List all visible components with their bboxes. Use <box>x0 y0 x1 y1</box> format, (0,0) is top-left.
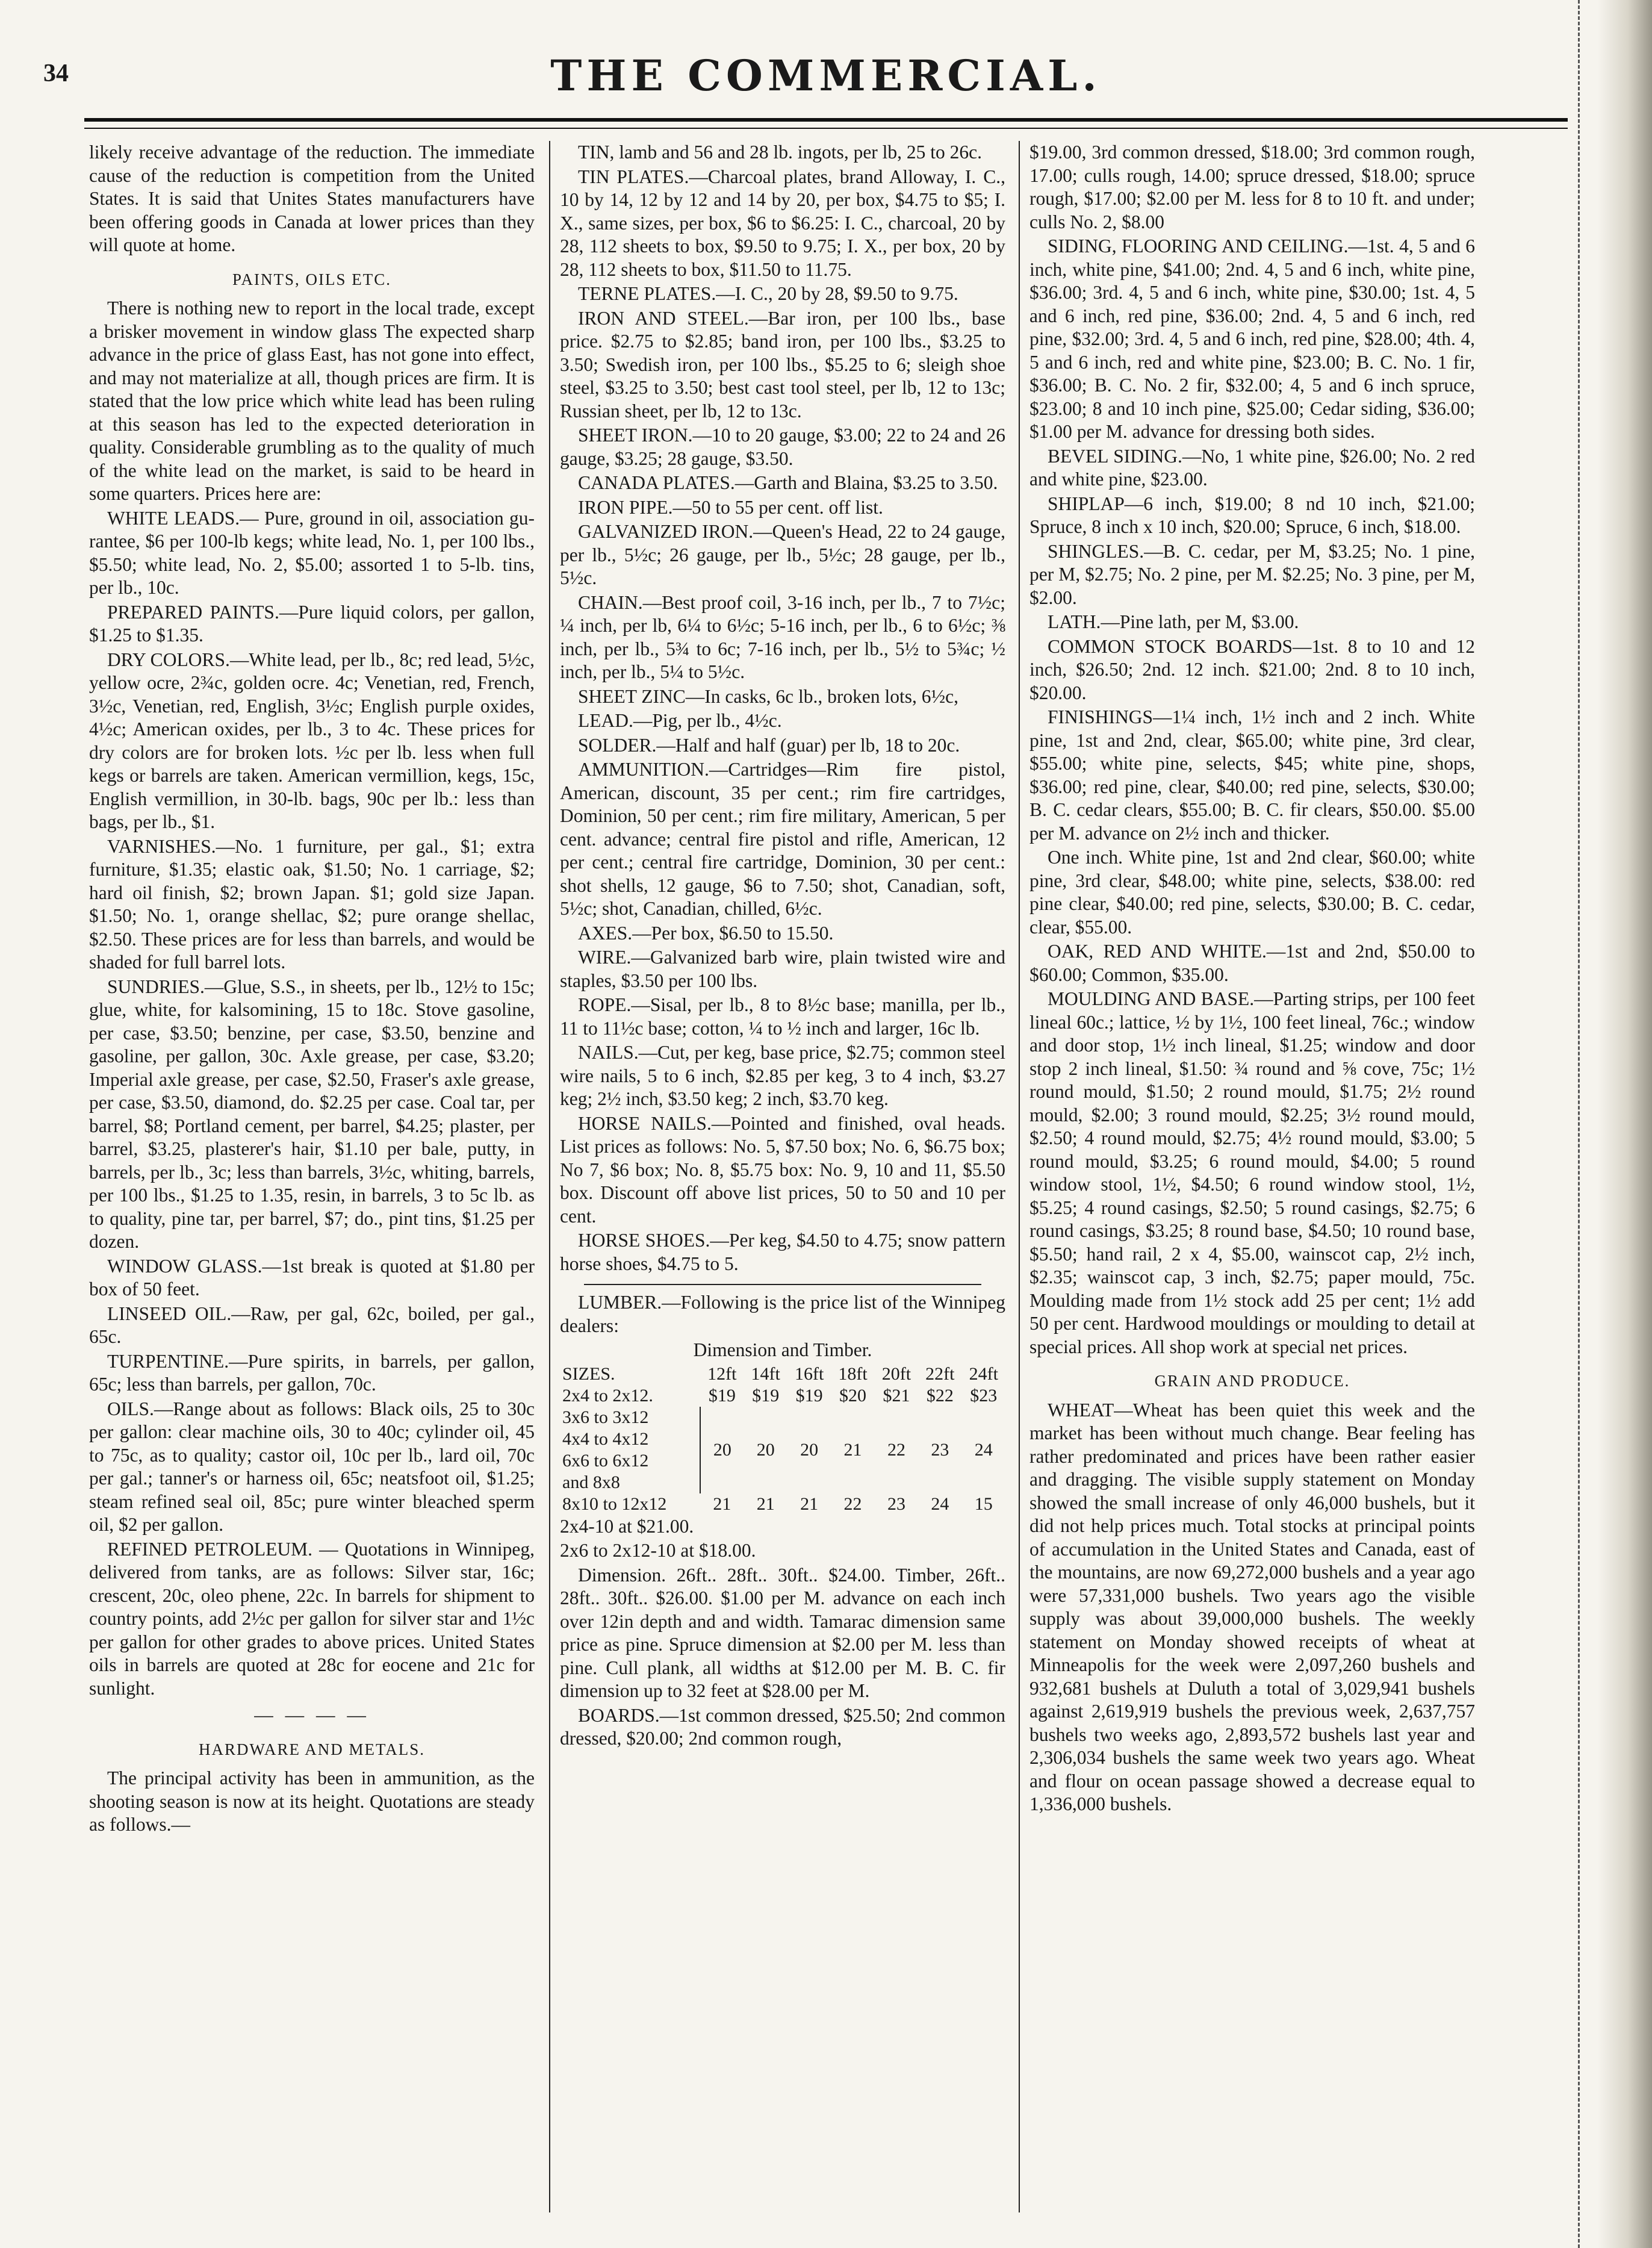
paragraph: CANADA PLATES.—Garth and Blaina, $3.25 to 3.50. <box>578 472 998 493</box>
table-cell: 20 <box>800 1439 819 1460</box>
table-cell: 20 <box>713 1439 731 1460</box>
table-cell: $19 <box>752 1385 780 1406</box>
page-number: 34 <box>43 60 69 87</box>
masthead-rule-thin <box>84 128 1568 129</box>
paragraph: There is nothing new to report in the local trade, except a brisker movement in window glass The expected sharp advance in the price of glass East, has not gone into effect, and may not materialize at all, though prices are firm. It is stated that the low price which white lead has been ruling at this season has led to the expected deterioration in quality. Considerable grumbling as to the quality of much of the white lead on the market, is said to be heard in some quarters. Prices here are: <box>89 297 535 504</box>
section-heading-grain: GRAIN AND PRODUCE. <box>1154 1372 1350 1390</box>
table-cell: 20 <box>756 1439 775 1460</box>
row-label: 3x6 to 3x12 <box>562 1407 649 1427</box>
paragraph: BEVEL SIDING.—No, 1 white pine, $26.00; No. 2 red and white pine, $23.00. <box>1029 445 1475 490</box>
table-cell: 21 <box>800 1493 819 1514</box>
section-heading-hardware: HARDWARE AND METALS. <box>198 1740 426 1758</box>
paragraph: HORSE SHOES.—Per keg, $4.50 to 4.75; snow pattern horse shoes, $4.75 to 5. <box>560 1230 1005 1274</box>
paragraph: SHIPLAP—6 inch, $19.00; 8 nd 10 inch, $21.00; Spruce, 8 inch x 10 inch, $20.00; Spruce, 6 inch, $18.00. <box>1029 493 1475 537</box>
table-row <box>560 1493 1005 1515</box>
table-note: 2x4-10 at $21.00. <box>560 1515 694 1537</box>
paragraph: AXES.—Per box, $6.50 to 15.50. <box>578 922 834 944</box>
table-cell: 21 <box>843 1439 862 1460</box>
paragraph: GALVANIZED IRON.—Queen's Head, 22 to 24 gauge, per lb., 5½c; 26 gauge, per lb., 5½c; 28 gauge, per lb., 5½c. <box>560 521 1005 588</box>
table-cell: 21 <box>713 1493 731 1514</box>
paragraph: Dimension. 26ft.. 28ft.. 30ft.. $24.00. Timber, 26ft.. 28ft.. 30ft.. $26.00. $1.00 per M. advance on each inch over 12in depth and and width. Tamarac dimension same price as pine. Spruce dimension at $2.00 per M. less than pine. Cull plank, all widths at $12.00 per M. B. C. fir dimension up to 32 feet at $28.00 per M. <box>560 1564 1005 1701</box>
table-cell: 18ft <box>838 1363 868 1384</box>
table-note: 2x6 to 2x12-10 at $18.00. <box>560 1540 756 1561</box>
table-cell: 20ft <box>881 1363 911 1384</box>
masthead-title: THE COMMERCIAL. <box>550 51 1102 101</box>
table-cell: 24ft <box>969 1363 998 1384</box>
table-cell: $20 <box>839 1385 867 1406</box>
table-cell: 14ft <box>751 1363 780 1384</box>
paragraph: SUNDRIES.—Glue, S.S., in sheets, per lb., 12½ to 15c; glue, white, for kalsomining, 15 to 18c. Stove gasoline, per case, $3.50; benzine, per case, $3.50, benzine and gasoline, per gallon, 30c. Axle grease, per case, $3.20; Imperial axle grease, per case, $2.50, Fraser's axle grease, per case, $3.50, diamond, do. $2.25 per case. Coal tar, per barrel, $8; Portland cement, per barrel, $4.25; plaster, per barrel, $3.25, plasterer's hair, $1.10 per bale, putty, in barrels, per lb., 3c; less than barrels, 3½c, whiting, barrels, per 100 lbs., $1.25 to 1.35, resin, in barrels, 3 to 5c lb. as to quality, pine tar, per barrel, $7; do., pint tins, $1.25 per dozen. <box>89 976 535 1252</box>
subheading-dimension: Dimension and Timber. <box>693 1339 872 1360</box>
paragraph: SHEET IRON.—10 to 20 gauge, $3.00; 22 to 24 and 26 gauge, $3.25; 28 gauge, $3.50. <box>560 425 1005 469</box>
table-cell: 12ft <box>707 1363 737 1384</box>
paragraph: IRON PIPE.—50 to 55 per cent. off list. <box>578 496 883 518</box>
paragraph: One inch. White pine, 1st and 2nd clear, $60.00; white pine, 3rd clear, $48.00; white pine, selects, $38.00: red pine clear, $40.00; red pine, selects, $30.00; B. C. cedar, clear, $55.00. <box>1029 847 1475 938</box>
paragraph: HORSE NAILS.—Pointed and finished, oval heads. List prices as follows: No. 5, $7.50 box; No. 6, $6.75 box; No 7, $6 box; No. 8, $5.75 box: No. 9, 10 and 11, $5.50 box. Discount off above list prices, 50 to 50 and 10 per cent. <box>560 1112 1005 1227</box>
paragraph: VARNISHES.—No. 1 furniture, per gal., $1; extra furniture, $1.35; elastic oak, $1.50; No. 1 carriage, $2; hard oil finish, $2; brown Japan. $1; gold size Japan. $1.50; No. 1, orange shellac, $2; pure orange shellac, $2.50. These prices are for less than barrels, and would be shaded for full barrel lots. <box>89 835 535 973</box>
table-cell: 21 <box>756 1493 775 1514</box>
paragraph: IRON AND STEEL.—Bar iron, per 100 lbs., base price. $2.75 to $2.85; band iron, per 100 lbs., $3.25 to 3.50; Swedish iron, per 100 lbs., $5.25 to 6; sleigh shoe steel, $3.25 to 3.50; best cast tool steel, per lb, 12 to 13c; Russian sheet, per lb, 12 to 13c. <box>560 307 1005 422</box>
paragraph: NAILS.—Cut, per keg, base price, $2.75; common steel wire nails, 5 to 6 inch, $2.85 per keg, 3 to 4 inch, $3.27 keg; 2½ inch, $3.50 keg; 2 inch, $3.70 keg. <box>560 1042 1005 1109</box>
paragraph: WHITE LEADS.— Pure, ground in oil, association gu-rantee, $6 per 100-lb kegs; white lead, No. 1, per 100 lbs., $5.50; white lead, No. 2, $5.00; assorted 1 to 5-lb. tins, per lb., 10c. <box>89 507 535 598</box>
row-label: 6x6 to 6x12 <box>562 1450 649 1471</box>
paragraph: WHEAT—Wheat has been quiet this week and the market has been without much change. Bear feeling has rather predominated and prices have been rather easier and dragging. The visible supply statement on Monday showed the small increase of only 46,000 bushels, but it did not help prices much. Total stocks at principal points of accumulation in the United States and Canada, east of the mountains, are now 69,272,000 bushels and a year ago were 57,331,000 bushels. Two years ago the visible supply was about 39,000,000 bushels. The weekly statement on Monday showed receipts of wheat at Minneapolis for the week were 2,097,260 bushels and 932,681 bushels at Duluth a total of 3,029,941 bushels against 2,619,919 bushels the previous week, 2,637,757 bushels two weeks ago, 2,893,572 bushels last year and 2,306,034 bushels the same week two years ago. Wheat and flour on ocean passage showed a decrease equal to 1,336,000 bushels. <box>1029 1399 1475 1814</box>
paragraph: SOLDER.—Half and half (guar) per lb, 18 to 20c. <box>578 734 960 756</box>
column-3 <box>1029 141 1475 2212</box>
paragraph: REFINED PETROLEUM. — Quotations in Winnipeg, delivered from tanks, are as follows: Silver star, 16c; crescent, 20c, oleo phene, 22c. In barrels for shipment to country points, add 2½c per gallon for silver star and 1½c per gallon for other grades to above prices. United States oils in barrels are quoted at 28c for eocene and 21c for sunlight. <box>89 1538 535 1699</box>
table-cell: $21 <box>883 1385 910 1406</box>
lumber-price-table <box>560 1363 1005 1515</box>
table-cell: $23 <box>970 1385 998 1406</box>
table-cell: 24 <box>931 1493 949 1514</box>
paragraph: COMMON STOCK BOARDS—1st. 8 to 10 and 12 inch, $26.50; 2nd. 12 inch. $21.00; 2nd. 8 to 10 inch, $20.00. <box>1029 635 1475 703</box>
paragraph: SHEET ZINC—In casks, 6c lb., broken lots, 6½c, <box>578 685 958 707</box>
paragraph: ROPE.—Sisal, per lb., 8 to 8½c base; manilla, per lb., 11 to 11½c base; cotton, ¼ to ½ inch and larger, 16c lb. <box>560 994 1005 1039</box>
column-divider <box>549 141 550 2212</box>
paragraph: The principal activity has been in ammunition, as the shooting season is now at its height. Quotations are steady as follows.— <box>89 1767 535 1835</box>
paragraph: TIN PLATES.—Charcoal plates, brand Alloway, I. C., 10 by 14, 12 by 12 and 14 by 20, per box, $4.75 to $5; I. X., same sizes, per box, $6 to $6.25: I. C., charcoal, 20 by 28, 112 sheets to box, $9.50 to 9.75; I. X., per box, 20 by 28, 112 sheets to box, $11.50 to 11.75. <box>560 166 1005 280</box>
row-label: 4x4 to 4x12 <box>562 1428 649 1449</box>
table-cell <box>560 1407 700 1493</box>
paragraph: DRY COLORS.—White lead, per lb., 8c; red lead, 5½c, yellow ocre, 2¾c, golden ocre. 4c; Venetian, red, French, 3½c, Venetian, red, English, 3½c; English purple oxides, 4½c; American oxides, per lb., 3 to 4c. These prices for dry colors are for broken lots. ½c per lb. less when full kegs or barrels are taken. American vermillion, kegs, 15c, English vermillion, in 30-lb. bags, 90c per lb.: less than bags, per lb., $1. <box>89 649 535 832</box>
table-cell: 24 <box>974 1439 993 1460</box>
table-cell: SIZES. <box>562 1363 615 1384</box>
column-2 <box>560 141 1005 2212</box>
paragraph: LUMBER.—Following is the price list of the Winnipeg dealers: <box>560 1292 1005 1336</box>
paragraph: AMMUNITION.—Cartridges—Rim fire pistol, American, discount, 35 per cent.; rim fire cartridges, Dominion, 50 per cent.; rim fire military, American, 5 per cent. advance; central fire pistol and rifle, American, 12 per cent.; central fire cartridge, Dominion, 30 per cent.: shot shells, 12 gauge, $6 to 7.50; shot, Canadian, soft, 5½c; shot, Canadian, chilled, 6½c. <box>560 759 1005 919</box>
table-cell: 16ft <box>794 1363 824 1384</box>
table-cell: $19 <box>795 1385 823 1406</box>
separator: — — — — <box>254 1704 370 1725</box>
table-cell: 15 <box>974 1493 993 1514</box>
paragraph: CHAIN.—Best proof coil, 3-16 inch, per lb., 7 to 7½c; ¼ inch, per lb, 6¼ to 6½c; 5-16 inch, per lb., 6 to 6½c; ⅜ inch, per lb., 5¾ to 6c; 7-16 inch, per lb., 5½ to 5¾c; ½ inch, per lb., 5¼ to 5½c. <box>560 591 1005 682</box>
paragraph: LINSEED OIL.—Raw, per gal, 62c, boiled, per gal., 65c. <box>89 1303 535 1347</box>
paragraph: OAK, RED AND WHITE.—1st and 2nd, $50.00 to $60.00; Common, $35.00. <box>1029 941 1475 985</box>
row-label: and 8x8 <box>562 1472 620 1492</box>
paragraph: SHINGLES.—B. C. cedar, per M, $3.25; No. 1 pine, per M, $2.75; No. 2 pine, per M. $2.25; No. 3 pine, per M, $2.00. <box>1029 540 1475 608</box>
paragraph: OILS.—Range about as follows: Black oils, 25 to 30c per gallon: clear machine oils, 30 to 40c; cylinder oil, 45 to 75c, as to quality; castor oil, 10c per lb., lard oil, 70c per gal.; tanner's or harness oil, 65c; neatsfoot oil, $1.25; steam refined seal oil, 85c; pure winter bleached sperm oil, $2 per gallon. <box>89 1398 535 1535</box>
table-row <box>560 1385 1005 1407</box>
paragraph: TURPENTINE.—Pure spirits, in barrels, per gallon, 65c; less than barrels, per gallon, 70c. <box>89 1350 535 1395</box>
intro-paragraph: likely receive advantage of the reduction. The immediate cause of the reduction is competition from the United States. It is said that Unites States manufacturers have been offering goods in Canada at lower prices than they will quote at home. <box>89 142 535 255</box>
paragraph: SIDING, FLOORING AND CEILING.—1st. 4, 5 and 6 inch, white pine, $41.00; 2nd. 4, 5 and 6 inch, white pine, $36.00; 3rd. 4, 5 and 6 inch, white pine, $30.00; 1st. 4, 5 and 6 inch, red pine, $36.00; 2nd. 4, 5 and 6 inch, red pine, $32.00; 3rd. 4, 5 and 6 inch, red pine, $28.00; 4th. 4, 5 and 6 inch, red and white pine, $23.00; B. C. No. 1 fir, $36.00; B. C. No. 2 fir, $32.00; 4, 5 and 6 inch spruce, $23.00; 8 and 10 inch pine, $25.00; Cedar siding, $36.00; $1.00 per M. advance for dressing both sides. <box>1029 235 1475 442</box>
table-row <box>560 1407 1005 1493</box>
paragraph: LEAD.—Pig, per lb., 4½c. <box>578 710 782 731</box>
table-cell: $22 <box>926 1385 954 1406</box>
column-1 <box>89 141 535 2212</box>
binding-edge-line <box>1578 0 1580 2248</box>
table-cell: 23 <box>887 1493 905 1514</box>
table-cell: 22ft <box>925 1363 955 1384</box>
column-divider <box>1019 141 1020 2212</box>
paragraph: PREPARED PAINTS.—Pure liquid colors, per gallon, $1.25 to $1.35. <box>89 601 535 646</box>
paragraph: $19.00, 3rd common dressed, $18.00; 3rd common rough, 17.00; culls rough, 14.00; spruce dressed, $18.00; spruce rough, $17.00; $2.00 per M. less for 8 to 10 ft. and under; culls No. 2, $8.00 <box>1029 142 1475 232</box>
table-cell: 8x10 to 12x12 <box>562 1493 667 1514</box>
paragraph: TERNE PLATES.—I. C., 20 by 28, $9.50 to 9.75. <box>578 283 958 304</box>
table-cell: 22 <box>887 1439 905 1460</box>
paragraph: MOULDING AND BASE.—Parting strips, per 100 feet lineal 60c.; lattice, ½ by 1½, 100 feet lineal, 76c.; window and door stop, 1½ inch lineal, $1.25; window and door stop 2 inch lineal, $1.50: ¾ round and ⅝ cove, 75c; 1½ round mould, $1.50; 2 round mould, $1.75; 2½ round mould, $2.00; 3 round mould, $2.25; 3½ round mould, $2.50; 4 round mould, $2.75; 4½ round mould, $3.00; 5 round mould, $3.25; 6 round mould, $4.00; 5 round window stool, 1½, $4.50; 6 round window stool, 1½, $5.25; 4 round casings, $2.50; 5 round casings, $2.75; 6 round casings, $3.25; 8 round base, $4.50; 10 round base, $5.50; hand rail, 2 x 4, $5.00, wainscot cap, 2½ inch, $2.35; wainscot cap, 3 inch, $2.75; paper mould, 75c. Moulding made from 1½ stock add 25 per cent; 1½ add 50 per cent. Hardwood mouldings or moulding to detail at special prices. All shop work at special net prices. <box>1029 988 1475 1357</box>
table-cell: $19 <box>708 1385 736 1406</box>
masthead-rule-thick <box>84 118 1568 122</box>
table-header-row <box>560 1363 1005 1385</box>
paragraph: FINISHINGS—1¼ inch, 1½ inch and 2 inch. White pine, 1st and 2nd, clear, $65.00; white pine, 3rd clear, $55.00; white pine, selects, $45; white pine, shops, $36.00; red pine, clear, $40.00; red pine, selects, $30.00; B. C. cedar clears, $55.00; B. C. fir clears, $50.00. $5.00 per M. advance on 2½ inch and thicker. <box>1029 706 1475 844</box>
section-heading-paints: PAINTS, OILS ETC. <box>232 270 392 288</box>
paragraph: TIN, lamb and 56 and 28 lb. ingots, per lb, 25 to 26c. <box>578 142 983 163</box>
paragraph: BOARDS.—1st common dressed, $25.50; 2nd common dressed, $20.00; 2nd common rough, <box>560 1704 1005 1749</box>
table-cell: 2x4 to 2x12. <box>562 1385 653 1406</box>
table-cell: 22 <box>843 1493 862 1514</box>
paragraph: LATH.—Pine lath, per M, $3.00. <box>1048 611 1299 632</box>
paragraph: WINDOW GLASS.—1st break is quoted at $1.80 per box of 50 feet. <box>89 1255 535 1300</box>
section-rule <box>584 1284 981 1285</box>
table-cell: 23 <box>931 1439 949 1460</box>
paragraph: WIRE.—Galvanized barb wire, plain twisted wire and staples, $3.50 per 100 lbs. <box>560 947 1005 991</box>
page-edge-shadow <box>1598 0 1652 2248</box>
